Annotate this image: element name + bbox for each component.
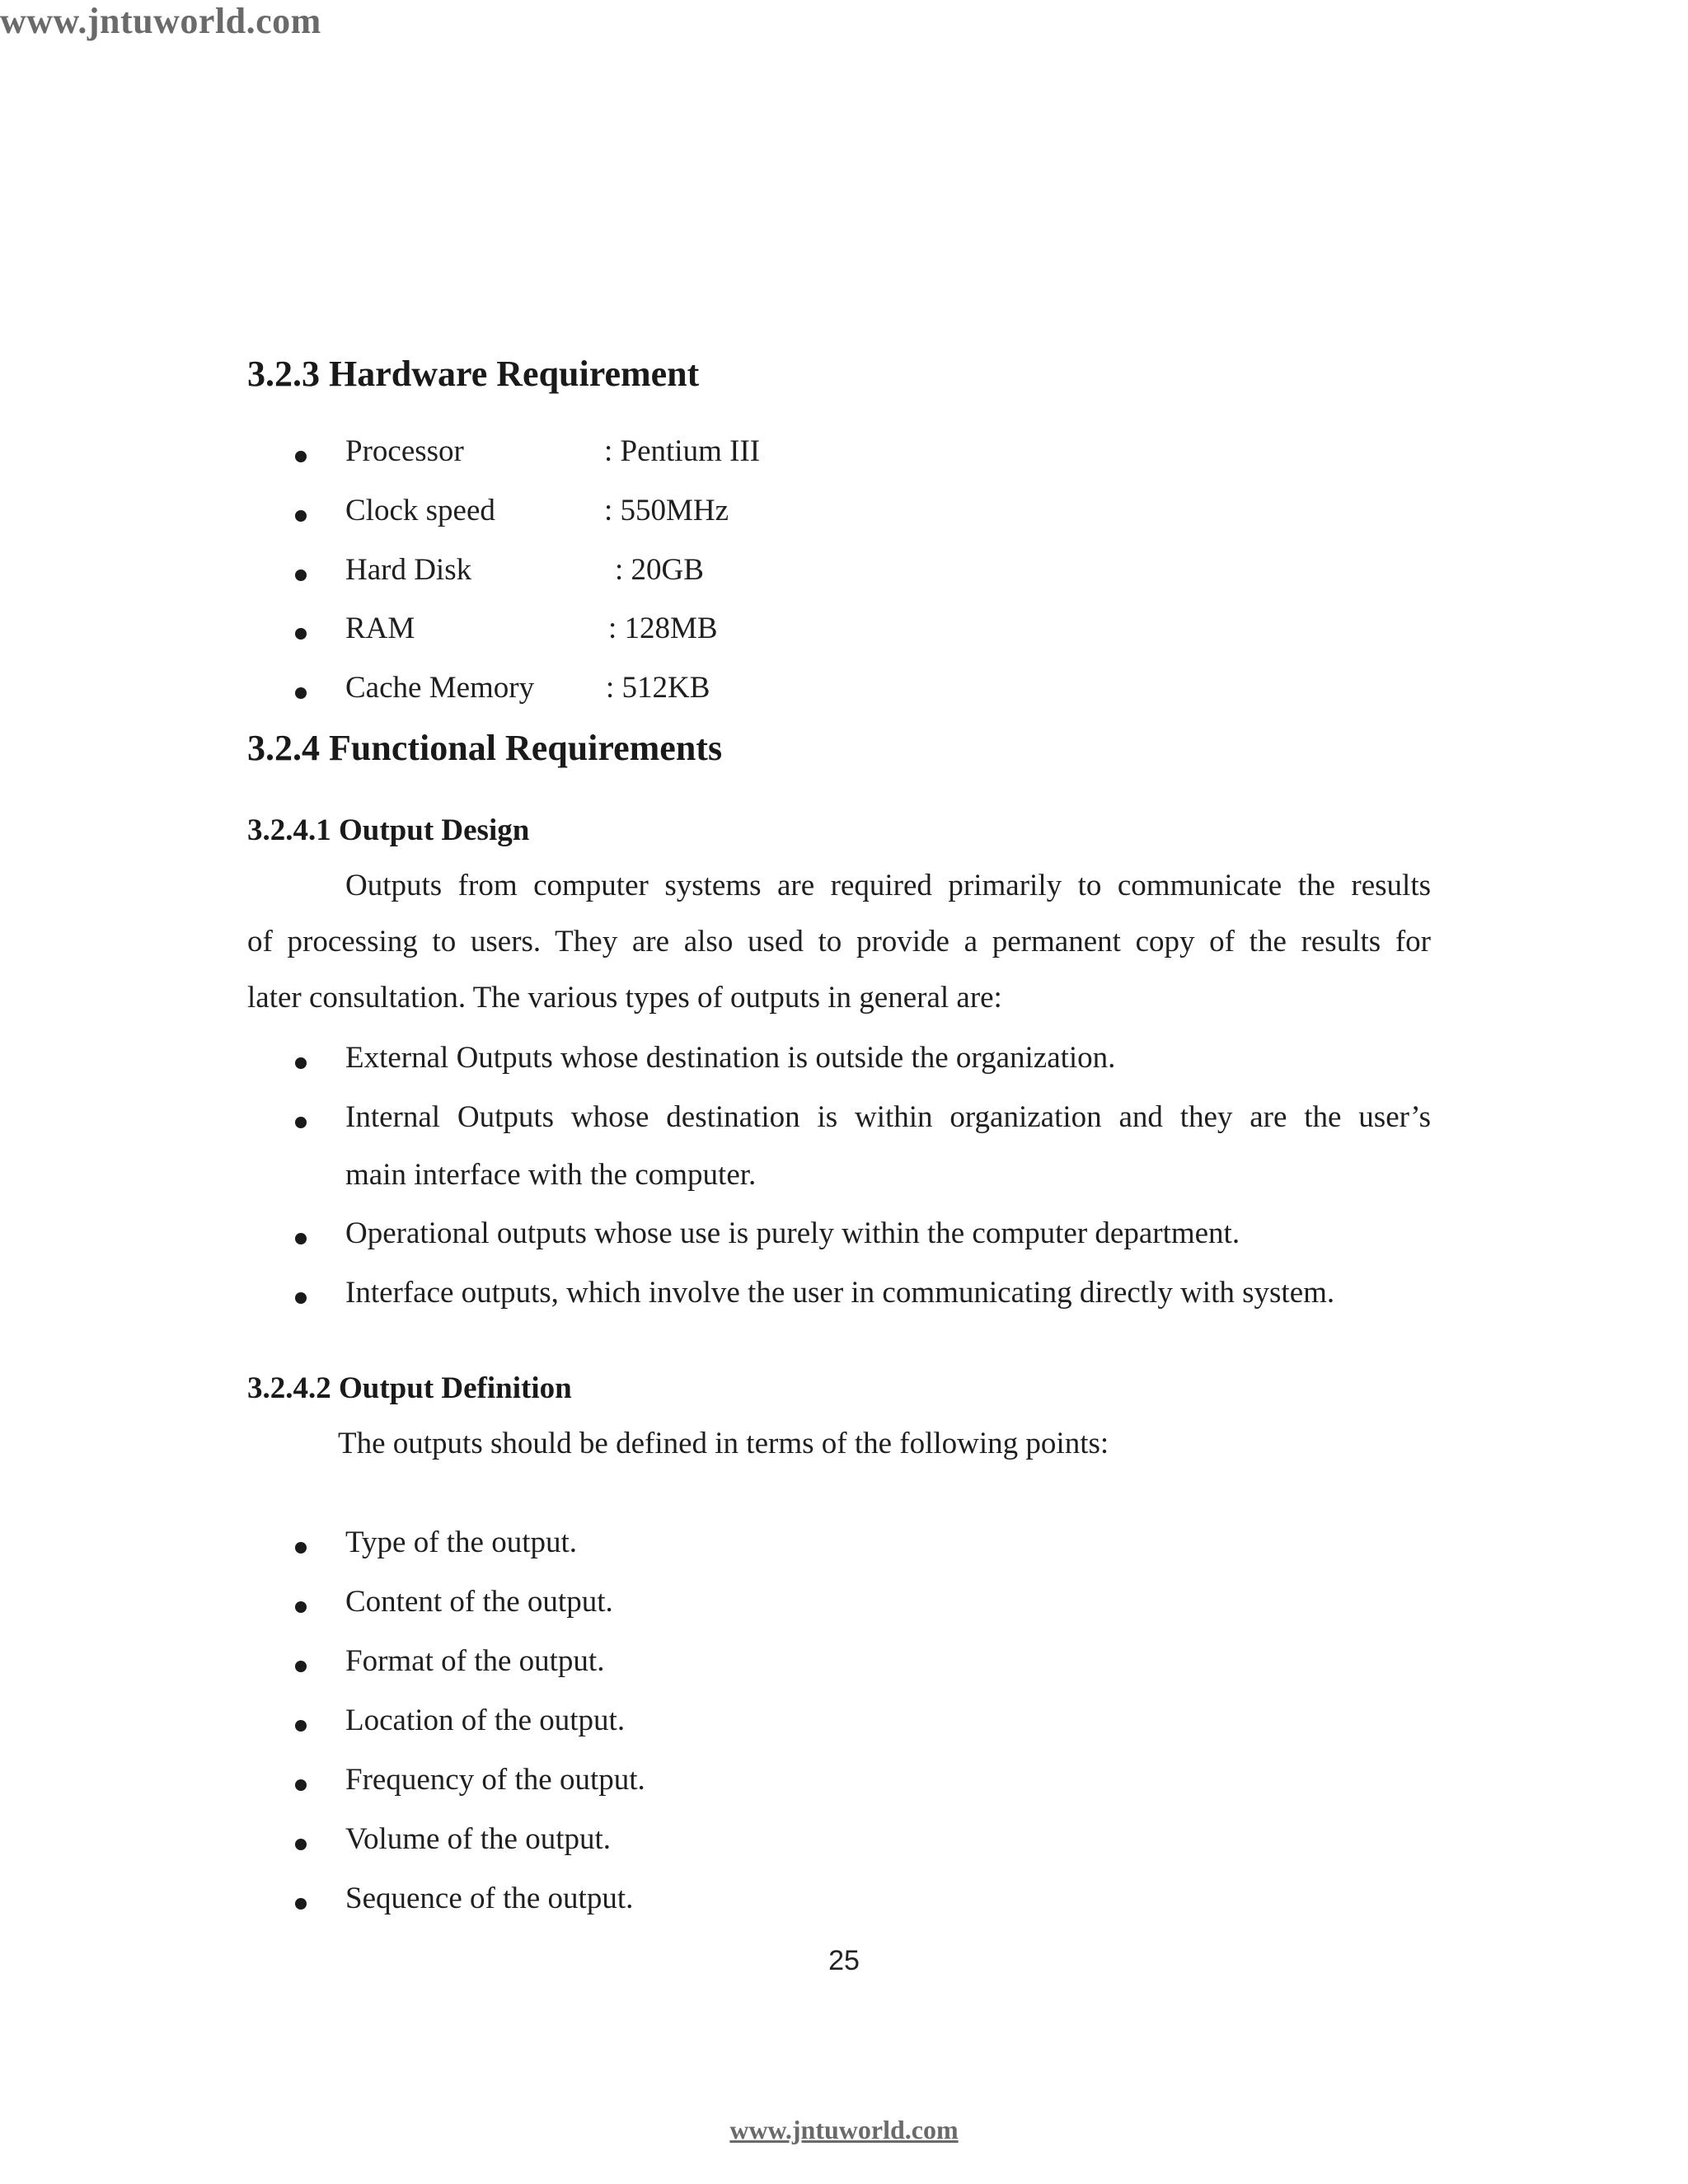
list-item-text: Location of the output. (345, 1704, 626, 1737)
paragraph-line: later consultation. The various types of outputs in general are: (247, 981, 1002, 1015)
output-definition-heading: 3.2.4.2 Output Definition (247, 1371, 572, 1405)
hardware-label: Cache Memory (345, 671, 535, 705)
hardware-value: : 550MHz (604, 494, 729, 527)
bullet-icon (295, 1233, 307, 1244)
hardware-value: : 128MB (608, 612, 718, 645)
bullet-icon (295, 1661, 307, 1672)
bullet-icon (295, 1292, 307, 1304)
bullet-icon (295, 1117, 307, 1128)
output-definition-intro: The outputs should be defined in terms of the following points: (338, 1427, 1109, 1460)
paragraph-line: of processing to users. They are also used to provide a permanent copy of the results for (247, 925, 1431, 958)
bullet-icon (295, 569, 307, 581)
watermark-top: www.jntuworld.com (0, 1, 321, 41)
hardware-label: Clock speed (345, 494, 495, 527)
bullet-icon (295, 628, 307, 640)
bullet-icon (295, 1601, 307, 1613)
list-item-text: Content of the output. (345, 1585, 613, 1619)
list-item-text: Interface outputs, which involve the user in communicating directly with system. (345, 1276, 1335, 1310)
bullet-icon (295, 451, 307, 462)
functional-heading: 3.2.4 Functional Requirements (247, 728, 723, 768)
bullet-icon (295, 1898, 307, 1910)
hardware-value: : 20GB (615, 553, 704, 587)
list-item-text: External Outputs whose destination is outside the organization. (345, 1041, 1116, 1075)
list-item-text: Frequency of the output. (345, 1763, 645, 1797)
hardware-value: : 512KB (606, 671, 710, 705)
hardware-label: Hard Disk (345, 553, 472, 587)
output-design-heading: 3.2.4.1 Output Design (247, 813, 530, 847)
list-item-text: Sequence of the output. (345, 1882, 634, 1915)
hardware-value: : Pentium III (604, 434, 761, 468)
hardware-label: Processor (345, 434, 464, 468)
list-item-text: Internal Outputs whose destination is within organization and they are the user’s (345, 1100, 1431, 1134)
paragraph-line: Outputs from computer systems are required primarily to communicate the results (345, 869, 1431, 902)
list-item-text: Operational outputs whose use is purely within the computer department. (345, 1216, 1240, 1250)
bullet-icon (295, 1057, 307, 1069)
bullet-icon (295, 1839, 307, 1850)
hardware-label: RAM (345, 612, 415, 645)
list-item-text: Type of the output. (345, 1526, 578, 1559)
bullet-icon (295, 510, 307, 522)
page-number: 25 (828, 1945, 860, 1976)
hardware-heading: 3.2.3 Hardware Requirement (247, 354, 700, 394)
bullet-icon (295, 1779, 307, 1791)
bullet-icon (295, 687, 307, 699)
bullet-icon (295, 1542, 307, 1554)
bullet-icon (295, 1720, 307, 1732)
list-item-text: Format of the output. (345, 1644, 605, 1678)
watermark-bottom[interactable]: www.jntuworld.com (729, 2115, 959, 2144)
list-item-text-continued: main interface with the computer. (345, 1158, 757, 1192)
list-item-text: Volume of the output. (345, 1822, 612, 1856)
